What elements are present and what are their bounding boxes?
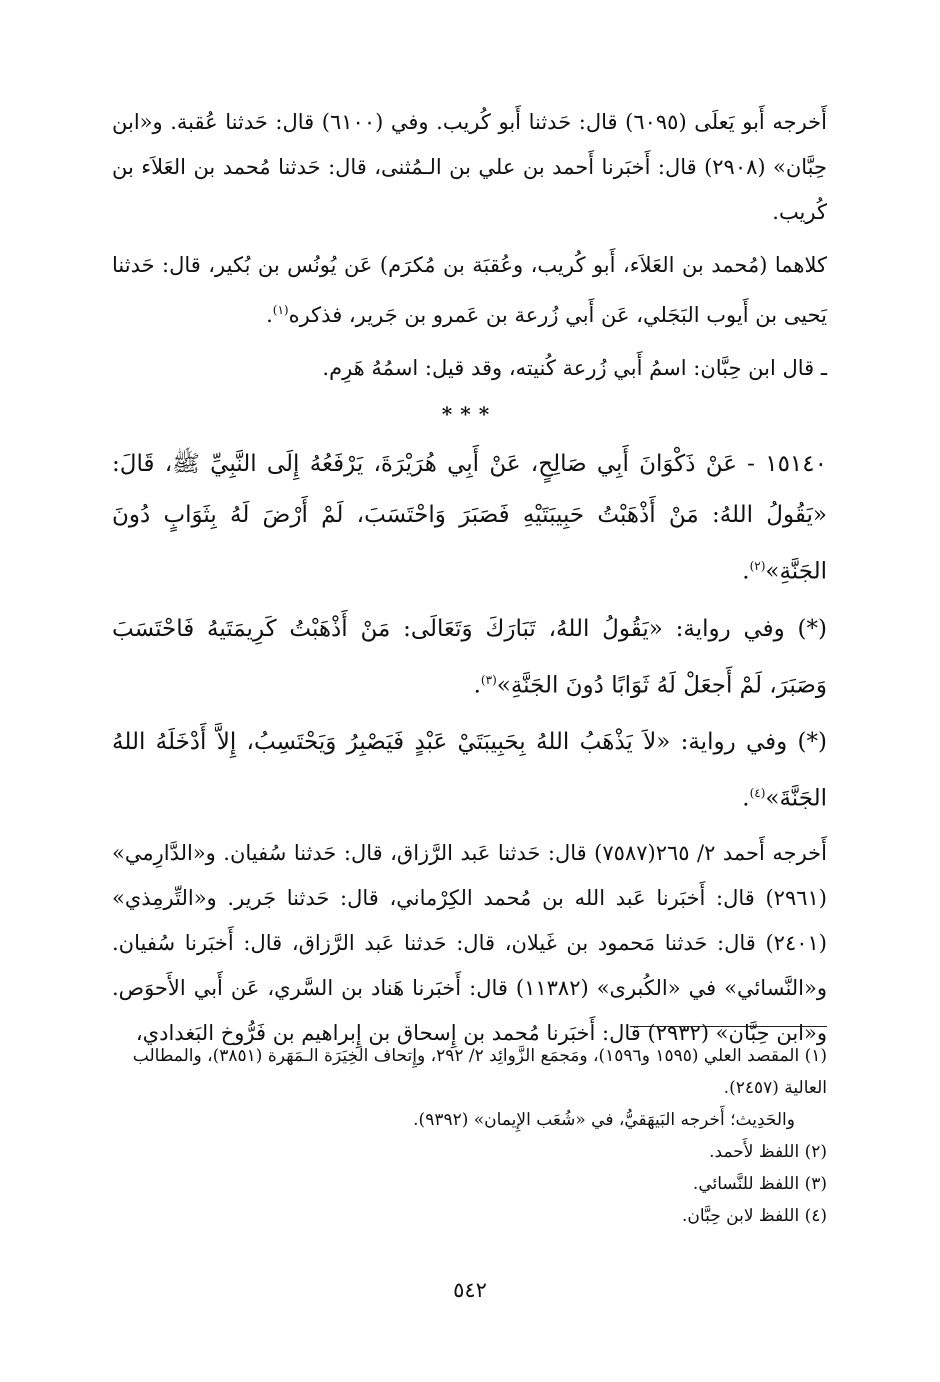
page-number: ٥٤٢ (453, 1278, 487, 1302)
footnote-divider (630, 1026, 827, 1027)
footnote-3: (٣) اللفظ للنَّسائي. (692, 1174, 827, 1194)
hadith-main: ١٥١٤٠ - عَنْ ذَكْوَانَ أَبِي صَالِحٍ، عَنْ أَبِي هُرَيْرَةَ، يَرْفَعُهُ إِلَى النَّبِيِّ ﷺ، قَالَ: «يَقُولُ اللهُ: مَنْ أَذْهَبْتُ حَبِيبَتَيْهِ فَصَبَرَ وَاحْتَسَبَ، لَمْ أَرْضَ لَهُ بِثَوَابٍ دُونَ الجَنَّةِ»$^{(٢)}$. (112, 451, 827, 585)
footnote-1-continuation: والحَدِيث؛ أَخرجه البَيهَقيُّ، في «شُعَب الإِيمان» (٩٣٩٢). (413, 1110, 795, 1130)
hadith-variant-2: (*) وفي رواية: «لاَ يَذْهَبُ اللهُ بِحَبِيبَتَيْ عَبْدٍ فَيَصْبِرُ وَيَحْتَسِبُ، إِلاَّ أَدْخَلَهُ اللهُ الجَنَّةَ»$^{(٤)}$. (112, 729, 827, 812)
main-text (112, 100, 827, 1064)
hadith-block (112, 439, 827, 825)
footnote-ref: (١) (272, 303, 289, 317)
footnote-ref: (٣) (480, 672, 497, 687)
paragraph-takhrij-3: أَخرجه أَحمد ٢/ ٢٦٥(٧٥٨٧) قال: حَدثنا عَبد الرَّزاق، قال: حَدثنا سُفيان. و«الدَّارِمي» (٢٩٦١) قال: أَخبَرنا عَبد الله بن مُحمد الكِرْماني، قال: حَدثنا جَرير. و«التِّرمِذي» (٢٤٠١) قال: حَدثنا مَحمود بن غَيلان، قال: حَدثنا عَبد الرَّزاق، قال: أَخبَرنا سُفيان. و«النَّسائي» في «الكُبرى» (١١٣٨٢) قال: أَخبَرنا هَناد بن السَّري، عَن أَبي الأَحوَص. و«ابن حِبَّان» (٢٩٣٢) قال: أَخبَرنا مُحمد بن إِسحاق بن إِبراهيم بن فَرُّوخ البَغدادي، (112, 840, 827, 1045)
footnotes (112, 1040, 827, 1232)
paragraph-note: ـ قال ابن حِبَّان: اسمُ أَبي زُرعة كُنيته، وقد قيل: اسمُهُ هَرِم. (322, 356, 827, 380)
paragraph-takhrij-2: كلاهما (مُحمد بن العَلاَء، أَبو كُريب، وعُقبَة بن مُكرَم) عَن يُونُس بن بُكير، قال: حَدثنا يَحيى بن أَيوب البَجَلي، عَن أَبي زُرعة بن عَمرو بن جَرير، فذكره$^{(١)}$. (112, 253, 827, 327)
footnote-2: (٢) اللفظ لأَحمد. (709, 1142, 827, 1162)
footnote-4: (٤) اللفظ لابن حِبَّان. (682, 1206, 827, 1226)
hadith-variant-1: (*) وفي رواية: «يَقُولُ اللهُ، تَبَارَكَ وَتَعَالَى: مَنْ أَذْهَبْتُ كَرِيمَتَيهُ فَاحْتَسَبَ وَصَبَرَ، لَمْ أَجعَلْ لَهُ ثَوَابًا دُونَ الجَنَّةِ»$^{(٣)}$. (112, 615, 827, 699)
footnote-1: (١) المقصد العلي (١٥٩٥ و١٥٩٦)، ومَجمَع الزَّوائِد ٢/ ٢٩٢، وإِتحاف الخِيَرَة الـمَهَرة (٣٨٥١)، والمطالب العالية (٢٤٥٧). (132, 1046, 827, 1098)
footnote-ref: (٤) (749, 786, 766, 801)
footnote-ref: (٢) (749, 559, 766, 573)
section-separator: *** (441, 402, 498, 426)
paragraph-takhrij-1: أَخرجه أَبو يَعلَى (٦٠٩٥) قال: حَدثنا أَبو كُريب. وفي (٦١٠٠) قال: حَدثنا عُقبة. و«ابن حِبَّان» (٢٩٠٨) قال: أَخبَرنا أَحمد بن علي بن الـمُثنى، قال: حَدثنا مُحمد بن العَلاَء بن كُريب. (112, 110, 827, 224)
